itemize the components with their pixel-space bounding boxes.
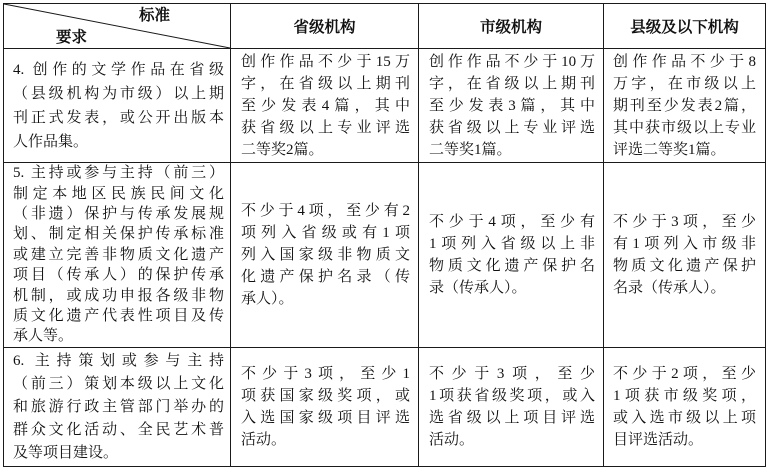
provincial-criteria-line: 获省级以上专业评选 [241,119,410,136]
county-criteria-line: 不少于2项，至少 [613,366,756,382]
corner-label-standard: 标准 [139,7,171,24]
column-header-provincial: 省级机构 [231,4,419,49]
county-criteria-line: 评选二等奖1篇。 [613,141,726,158]
municipal-criteria-line: 1项列入省级以上非 [429,236,595,252]
diagonal-divider [4,4,230,48]
municipal-criteria-line: 选省级以上项目评选 [429,410,595,426]
provincial-criteria-cell [231,348,419,467]
requirement-text-line: 项目（传承人）的保护传承 [13,267,224,284]
county-criteria-line: 创作作品不少于8 [613,53,756,70]
provincial-criteria-line: 二等奖2篇。 [241,141,324,158]
requirement-text-line: 或建立完善非物质文化遗产 [13,246,224,263]
municipal-criteria-cell [419,348,604,467]
table-row [4,49,766,163]
municipal-criteria-line: 创作作品不少于10万 [429,53,595,70]
municipal-criteria-line: 二等奖1篇。 [429,141,512,158]
provincial-criteria-text [241,51,410,161]
county-criteria-line: 其中获市级以上专业 [613,119,756,136]
provincial-criteria-line: 项列入省级或有1项 [241,225,410,241]
municipal-criteria-line: 不少于4项，至少有 [429,214,595,230]
requirement-text [13,163,224,347]
provincial-criteria-line: 至少发表4篇，其中 [241,97,410,114]
requirement-text-line: 机制，或成功申报各级非物 [13,287,224,304]
requirement-cell [4,348,231,467]
provincial-criteria-line: 承人）。 [241,291,294,307]
requirement-text-line: 质文化遗产代表性项目及传 [13,308,224,325]
county-criteria-cell [604,163,766,348]
municipal-criteria-cell [419,163,604,348]
county-criteria-line: 有1项列入市级非 [613,236,756,252]
requirement-text-line: 6. 主持策划或参与主持 [13,352,224,369]
municipal-criteria-line: 至少发表3篇，其中 [429,97,595,114]
municipal-criteria-line: 1项获省级奖项，或入 [429,388,595,404]
requirement-text [13,58,224,154]
table-row [4,348,766,467]
requirement-text-line: 刊正式发表，或公开出版本 [13,109,224,126]
county-criteria-text [613,51,756,161]
county-criteria-line: 目评选活动。 [613,432,704,448]
table-row [4,163,766,348]
provincial-criteria-cell [231,163,419,348]
county-criteria-text [613,211,756,299]
requirement-text-line: 人作品集。 [13,133,89,150]
header-row [4,4,766,49]
provincial-criteria-line: 活动。 [241,432,287,448]
municipal-criteria-cell [419,49,604,163]
requirement-text-line: 承人等。 [13,328,74,345]
municipal-criteria-text [429,211,595,299]
requirement-text-line: （县级机构为市级）以上期 [13,85,224,102]
municipal-criteria-line: 活动。 [429,432,475,448]
provincial-criteria-text [241,363,410,451]
county-criteria-line: 1项获市级奖项， [613,388,756,404]
header-corner [4,4,231,49]
criteria-table [3,3,766,467]
provincial-criteria-line: 字，在省级以上期刊 [241,75,410,92]
requirement-text-line: 和旅游行政主管部门举办的 [13,398,224,415]
requirement-text-line: 5. 主持或参与主持（前三） [13,165,224,182]
provincial-criteria-line: 入选国家级项目评选 [241,410,410,426]
requirement-text-line: （前三）策划本级以上文化 [13,375,224,392]
provincial-criteria-line: 创作作品不少于15万 [241,53,410,70]
provincial-criteria-line: 列入国家级非物质文 [241,247,410,263]
provincial-criteria-line: 项获国家级奖项，或 [241,388,410,404]
county-criteria-line: 期刊至少发表2篇， [613,97,756,114]
column-header-municipal: 市级机构 [419,4,604,49]
provincial-criteria-line: 化遗产保护名录（传 [241,269,410,285]
requirement-cell [4,163,231,348]
requirement-text-line: 4. 创作的文学作品在省级 [13,61,224,78]
provincial-criteria-text [241,200,410,310]
municipal-criteria-line: 录（传承人）。 [429,280,527,296]
municipal-criteria-text [429,363,595,451]
municipal-criteria-text [429,51,595,161]
provincial-criteria-cell [231,49,419,163]
county-criteria-line: 或入选市级以上项 [613,410,756,426]
municipal-criteria-line: 不少于3项，至少 [429,366,595,382]
county-criteria-line: 不少于3项，至少 [613,214,756,230]
county-criteria-line: 物质文化遗产保护 [613,258,756,274]
provincial-criteria-line: 不少于3项，至少1 [241,366,410,382]
requirement-text-line: 群众文化活动、全民艺术普 [13,421,224,438]
county-criteria-cell [604,348,766,467]
municipal-criteria-line: 字，在省级以上期刊 [429,75,595,92]
county-criteria-cell [604,49,766,163]
county-criteria-text [613,363,756,451]
requirement-text-line: （非遗）保护与传承发展规 [13,205,224,222]
provincial-criteria-line: 不少于4项，至少有2 [241,203,410,219]
requirement-text-line: 划、制定相关保护传承标准 [13,226,224,243]
requirement-cell [4,49,231,163]
municipal-criteria-line: 获省级以上专业评选 [429,119,595,136]
municipal-criteria-line: 物质文化遗产保护名 [429,258,595,274]
county-criteria-line: 名录（传承人）。 [613,280,726,296]
corner-label-requirement: 要求 [56,29,88,46]
requirement-text-line: 及等项目建设。 [13,444,119,461]
requirement-text [13,350,224,465]
requirement-text-line: 制定本地区民族民间文化 [13,185,224,202]
county-criteria-line: 万字，在市级以上 [613,75,756,92]
column-header-county: 县级及以下机构 [604,4,766,49]
